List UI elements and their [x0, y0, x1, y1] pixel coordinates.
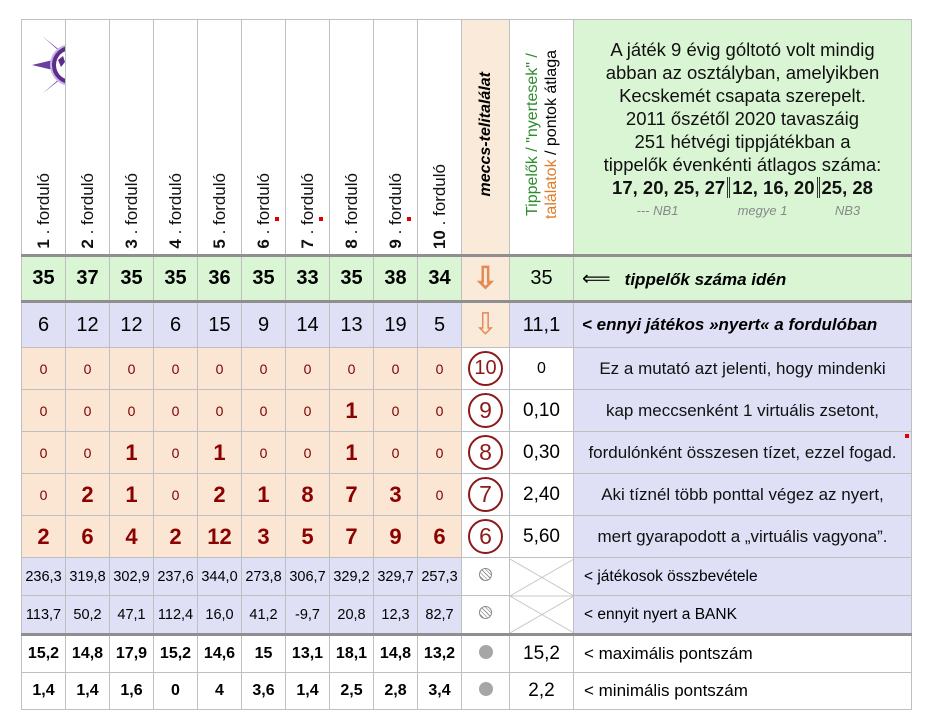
min-avg: 2,2 — [510, 673, 574, 710]
round-header-3 — [110, 20, 154, 256]
average-label — [523, 50, 561, 219]
avg-label-part3: / pontok átlaga — [542, 49, 560, 160]
hits-avg: 0,30 — [510, 432, 574, 474]
round-header-7 — [286, 20, 330, 256]
max-cell: 15 — [242, 635, 286, 673]
bank-cell: 20,8 — [330, 596, 374, 635]
bank-cell: 82,7 — [418, 596, 462, 635]
hits-note: kap meccsenként 1 virtuális zsetont, — [574, 390, 912, 432]
round-label: 8 . forduló — [341, 173, 361, 249]
bank-cell: 50,2 — [66, 596, 110, 635]
league-nb1: --- NB1 — [636, 203, 679, 218]
hits-cell: 6 — [418, 516, 462, 558]
bank-cell: 113,7 — [22, 596, 66, 635]
hits-badge-cell — [462, 390, 510, 432]
hits-row-10 — [22, 348, 912, 390]
hits-cell: 1 — [198, 432, 242, 474]
round-header-2 — [66, 20, 110, 256]
winners-cell: 12 — [110, 302, 154, 348]
hits-cell: 0 — [22, 432, 66, 474]
info-box — [574, 20, 912, 256]
tippers-cell: 36 — [198, 256, 242, 302]
tippjatek-table — [21, 19, 911, 701]
round-header-6 — [242, 20, 286, 256]
hits-cell: 1 — [242, 474, 286, 516]
min-cell: 3,6 — [242, 673, 286, 710]
hits-cell: 9 — [374, 516, 418, 558]
winners-row — [22, 302, 912, 348]
min-cell: 2,5 — [330, 673, 374, 710]
min-cell: 3,4 — [418, 673, 462, 710]
round-header-5 — [198, 20, 242, 256]
max-cell: 14,8 — [374, 635, 418, 673]
hits-cell: 6 — [66, 516, 110, 558]
round-label: 4 . forduló — [165, 173, 185, 249]
bank-cell: 12,3 — [374, 596, 418, 635]
tippers-cell: 35 — [330, 256, 374, 302]
hits-cell: 0 — [66, 432, 110, 474]
hits-cell: 2 — [154, 516, 198, 558]
min-row — [22, 673, 912, 710]
bank-cell: 112,4 — [154, 596, 198, 635]
min-cell: 4 — [198, 673, 242, 710]
round-label: 3 . forduló — [121, 173, 141, 249]
hits-cell: 0 — [66, 348, 110, 390]
hits-note: mert gyarapodott a „virtuális vagyona”. — [574, 516, 912, 558]
hits-cell: 0 — [286, 432, 330, 474]
hits-cell: 2 — [198, 474, 242, 516]
empty-crossed-cell — [510, 558, 574, 635]
winners-cell: 14 — [286, 302, 330, 348]
winners-cell: 13 — [330, 302, 374, 348]
stakes-cell: 257,3 — [418, 558, 462, 596]
round-header-8 — [330, 20, 374, 256]
gray-ball-icon — [462, 673, 510, 710]
winners-cell: 12 — [66, 302, 110, 348]
min-cell: 0 — [154, 673, 198, 710]
round-header-4 — [154, 20, 198, 256]
bank-row — [22, 596, 912, 635]
stakes-cell: 237,6 — [154, 558, 198, 596]
comment-marker — [407, 217, 411, 221]
left-arrow-icon: ⟸ — [582, 268, 611, 290]
hits-cell: 8 — [286, 474, 330, 516]
hits-cell: 0 — [286, 390, 330, 432]
info-yearly-averages — [574, 176, 911, 199]
hits-cell: 0 — [418, 348, 462, 390]
hits-cell: 2 — [22, 516, 66, 558]
max-cell: 15,2 — [22, 635, 66, 673]
hits-avg: 5,60 — [510, 516, 574, 558]
purple-ball-emblem — [32, 26, 66, 104]
stakes-cell: 302,9 — [110, 558, 154, 596]
max-cell: 18,1 — [330, 635, 374, 673]
min-label: < minimális pontszám — [574, 673, 912, 710]
winners-cell: 15 — [198, 302, 242, 348]
max-cell: 13,2 — [418, 635, 462, 673]
match-hits-header — [462, 20, 510, 256]
stakes-row — [22, 558, 912, 596]
hits-badge-cell — [462, 516, 510, 558]
stakes-cell: 329,7 — [374, 558, 418, 596]
comment-marker — [319, 217, 323, 221]
tippers-label-cell — [574, 256, 912, 302]
hits-cell: 12 — [198, 516, 242, 558]
info-line-5: 251 hétvégi tippjátékban a — [634, 131, 851, 152]
tippers-cell: 35 — [242, 256, 286, 302]
hits-note-text: fordulónként összesen tízet, ezzel fogad. — [588, 442, 897, 462]
hits-cell: 0 — [198, 390, 242, 432]
hits-cell: 1 — [110, 432, 154, 474]
hits-cell: 1 — [330, 432, 374, 474]
min-cell: 1,4 — [66, 673, 110, 710]
hits-cell: 0 — [330, 348, 374, 390]
min-cell: 1,4 — [22, 673, 66, 710]
hits-cell: 0 — [242, 432, 286, 474]
max-avg: 15,2 — [510, 635, 574, 673]
winners-avg: 11,1 — [510, 302, 574, 348]
winners-cell: 6 — [22, 302, 66, 348]
gray-ball-icon — [462, 635, 510, 673]
hits-cell: 0 — [110, 390, 154, 432]
avg-label-part2: találatok — [542, 159, 560, 219]
tippers-cell: 37 — [66, 256, 110, 302]
min-cell: 1,6 — [110, 673, 154, 710]
min-cell: 2,8 — [374, 673, 418, 710]
hits-cell: 0 — [198, 348, 242, 390]
down-arrow-icon: ⇩ — [462, 256, 510, 302]
round-label: 7 . forduló — [297, 173, 317, 249]
hits-avg: 0,10 — [510, 390, 574, 432]
hits-cell: 3 — [374, 474, 418, 516]
max-cell: 13,1 — [286, 635, 330, 673]
round-label: 10 . forduló — [429, 163, 449, 249]
hits-cell: 0 — [66, 390, 110, 432]
tippers-cell: 38 — [374, 256, 418, 302]
hits-cell: 3 — [242, 516, 286, 558]
info-line-4: 2011 őszétől 2020 tavaszáig — [625, 108, 860, 129]
info-line-6: tippelők évenkénti átlagos száma: — [603, 154, 882, 175]
hits-note — [574, 432, 912, 474]
hits-cell: 0 — [374, 432, 418, 474]
bank-cell: 16,0 — [198, 596, 242, 635]
hits-cell: 0 — [154, 474, 198, 516]
hits-avg: 0 — [510, 348, 574, 390]
hits-badge-cell — [462, 432, 510, 474]
max-cell: 17,9 — [110, 635, 154, 673]
hits-cell: 0 — [154, 432, 198, 474]
info-num-nb1: 17, 20, 25, 27 — [612, 177, 726, 198]
stakes-cell: 344,0 — [198, 558, 242, 596]
hits-cell: 4 — [110, 516, 154, 558]
round-header-1 — [22, 20, 66, 256]
hits-note: Aki tíznél több ponttal végez az nyert, — [574, 474, 912, 516]
min-cell: 1,4 — [286, 673, 330, 710]
tippers-cell: 34 — [418, 256, 462, 302]
hits-cell: 0 — [242, 390, 286, 432]
avg-label-part1: Tippelők / "nyertesek" / — [523, 53, 541, 216]
logo-area — [22, 20, 66, 120]
max-cell: 14,8 — [66, 635, 110, 673]
hits-cell: 0 — [418, 474, 462, 516]
info-leagues — [574, 199, 911, 222]
info-num-megye: 12, 16, 20 — [732, 177, 815, 198]
hits-cell: 0 — [418, 432, 462, 474]
hits-cell: 0 — [286, 348, 330, 390]
bank-cell: 47,1 — [110, 596, 154, 635]
info-line-2: abban az osztályban, amelyikben — [605, 62, 880, 83]
hits-cell: 0 — [374, 390, 418, 432]
hits-row-8 — [22, 432, 912, 474]
info-line-3: Kecskemét csapata szerepelt. — [619, 85, 866, 106]
hits-badge: 7 — [468, 477, 503, 512]
hits-cell: 5 — [286, 516, 330, 558]
hits-cell: 0 — [242, 348, 286, 390]
stakes-cell: 273,8 — [242, 558, 286, 596]
hits-cell: 0 — [154, 348, 198, 390]
max-cell: 15,2 — [154, 635, 198, 673]
hits-avg: 2,40 — [510, 474, 574, 516]
round-label: 2 . forduló — [77, 173, 97, 249]
winners-cell: 6 — [154, 302, 198, 348]
tippers-cell: 35 — [154, 256, 198, 302]
hits-cell: 0 — [374, 348, 418, 390]
hits-badge-cell — [462, 474, 510, 516]
hits-cell: 2 — [66, 474, 110, 516]
hits-note: Ez a mutató azt jelenti, hogy mindenki — [574, 348, 912, 390]
stakes-cell: 329,2 — [330, 558, 374, 596]
hits-badge-cell — [462, 348, 510, 390]
comment-marker — [905, 434, 909, 438]
info-line-1: A játék 9 évig góltotó volt mindig — [610, 39, 875, 60]
max-cell: 14,6 — [198, 635, 242, 673]
max-row — [22, 635, 912, 673]
round-label: 6 . forduló — [253, 173, 273, 249]
league-nb3: NB3 — [834, 203, 861, 218]
tippers-cell: 33 — [286, 256, 330, 302]
bank-cell: -9,7 — [286, 596, 330, 635]
hits-cell: 0 — [154, 390, 198, 432]
hits-badge: 8 — [468, 435, 503, 470]
round-header-9 — [374, 20, 418, 256]
hits-row-7 — [22, 474, 912, 516]
winners-cell: 9 — [242, 302, 286, 348]
hits-cell: 1 — [110, 474, 154, 516]
hits-cell: 0 — [22, 390, 66, 432]
stakes-cell: 306,7 — [286, 558, 330, 596]
bank-cell: 41,2 — [242, 596, 286, 635]
bank-label: < ennyit nyert a BANK — [574, 596, 912, 635]
stakes-cell: 319,8 — [66, 558, 110, 596]
tippers-row — [22, 256, 912, 302]
tippers-cell: 35 — [110, 256, 154, 302]
hits-badge: 10 — [468, 351, 503, 386]
match-hits-label: meccs-telitalálat — [476, 72, 494, 197]
hits-cell: 0 — [22, 348, 66, 390]
stakes-cell: 236,3 — [22, 558, 66, 596]
info-num-nb3: 25, 28 — [821, 177, 873, 198]
round-header-10 — [418, 20, 462, 256]
soccer-ball-icon — [462, 558, 510, 596]
tippers-avg: 35 — [510, 256, 574, 302]
down-arrow-icon: ⇩ — [462, 302, 510, 348]
hits-row-6 — [22, 516, 912, 558]
hits-cell: 0 — [418, 390, 462, 432]
hits-cell: 0 — [22, 474, 66, 516]
stakes-label: < játékosok összbevétele — [574, 558, 912, 596]
max-label: < maximális pontszám — [574, 635, 912, 673]
hits-badge: 6 — [468, 519, 503, 554]
hits-cell: 7 — [330, 474, 374, 516]
tippers-label: tippelők száma idén — [624, 270, 787, 289]
round-label: 9 . forduló — [385, 173, 405, 249]
average-header — [510, 20, 574, 256]
comment-marker — [275, 217, 279, 221]
hits-cell: 7 — [330, 516, 374, 558]
winners-label: < ennyi játékos »nyert« a fordulóban — [574, 302, 912, 348]
hits-row-9 — [22, 390, 912, 432]
winners-cell: 5 — [418, 302, 462, 348]
soccer-ball-icon — [462, 596, 510, 635]
round-label: 1 . forduló — [33, 173, 53, 249]
hits-cell: 0 — [110, 348, 154, 390]
hits-badge: 9 — [468, 393, 503, 428]
tippers-cell: 35 — [22, 256, 66, 302]
hits-cell: 1 — [330, 390, 374, 432]
league-megye: megye 1 — [737, 203, 788, 218]
round-label: 5 . forduló — [209, 173, 229, 249]
winners-cell: 19 — [374, 302, 418, 348]
